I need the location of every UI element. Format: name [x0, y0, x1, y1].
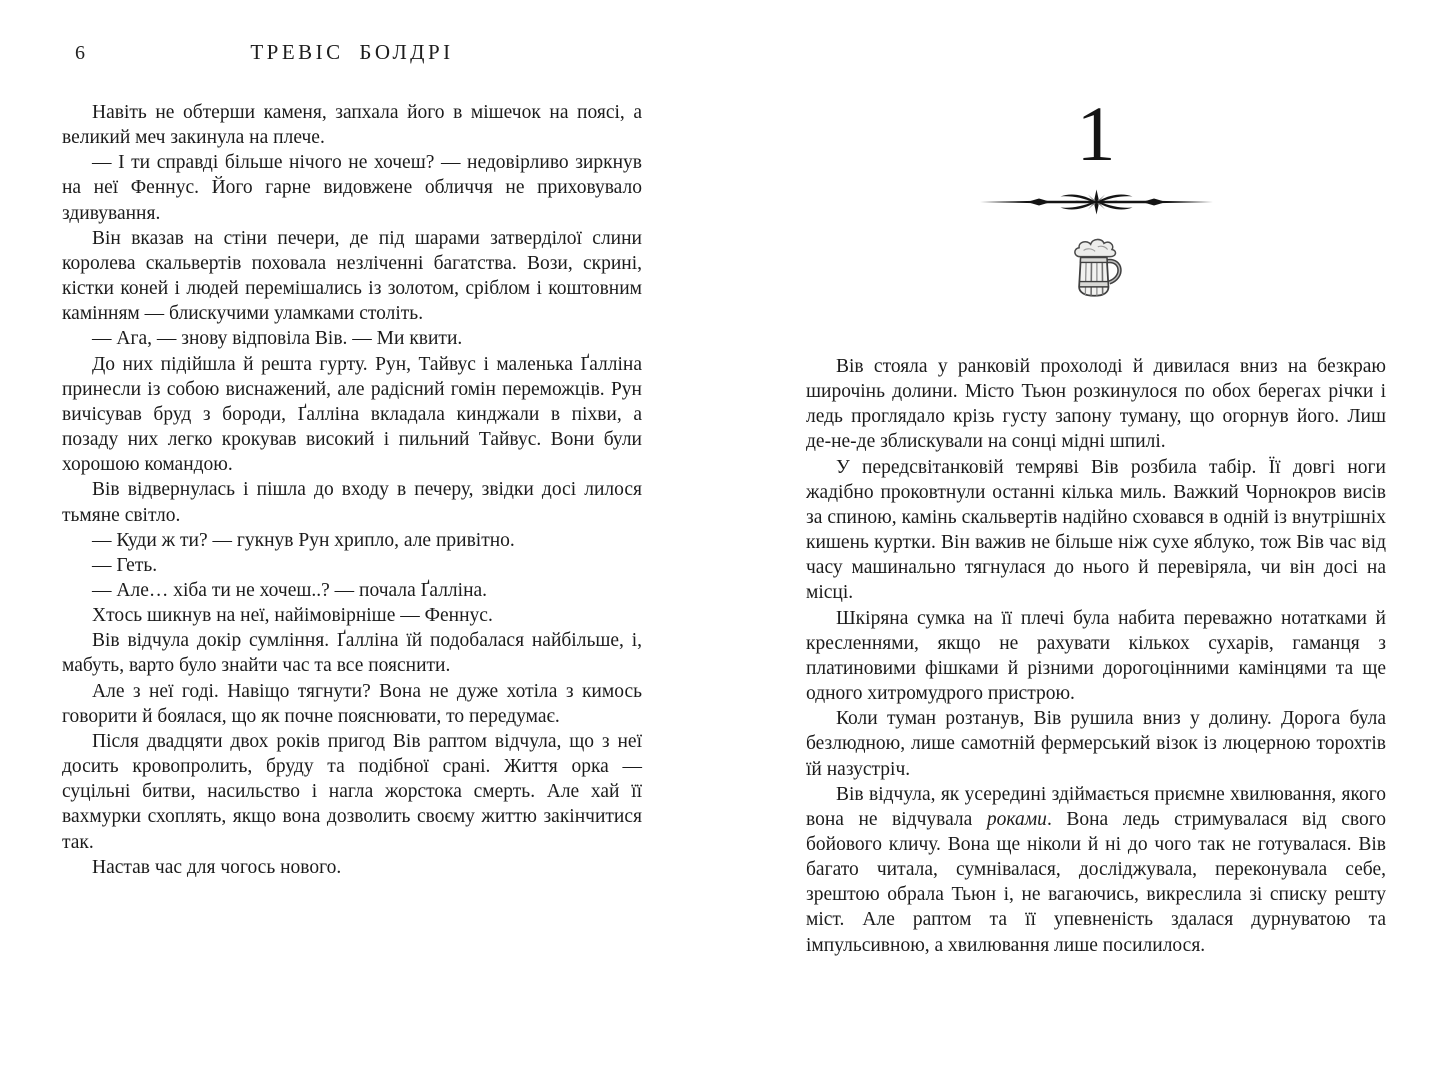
paragraph: Але з неї годі. Навіщо тягнути? Вона не дуже хотіла з кимось говорити й боялася, що як почне пояснювати, то передумає. — [62, 680, 642, 727]
paragraph: — Куди ж ти? — гукнув Рун хрипло, але привітно. — [92, 529, 515, 551]
paragraph: Після двадцяти двох років пригод Вів раптом відчула, що з неї досить кровопролить, бруду та подібної срані. Життя орка — суцільні битви, насильство і нагла жорстока смерть. Але хай її вахмурки схоплять, якщо вона дозволить своєму життю закінчитися так. — [62, 730, 642, 853]
divider-flourish-icon — [979, 186, 1214, 218]
chapter-divider — [806, 186, 1386, 223]
page-number: 6 — [75, 42, 85, 64]
paragraph: Настав час для чогось нового. — [92, 856, 342, 878]
chapter-icon — [806, 238, 1386, 307]
paragraph: Вів відвернулась і пішла до входу в печеру, звідки досі лилося тьмяне світло. — [62, 479, 642, 526]
paragraph: Він вказав на стіни печери, де під шарами затверділої слини королева скальвертів поховала незліченні багатства. Вози, скрині, кістки коней і людей перемішались із золотом, сріблом і коштовним камінням — блискучими уламками століть. — [62, 227, 642, 325]
right-page-text-column — [806, 354, 1386, 958]
chapter-number: 1 — [1076, 90, 1116, 177]
paragraph: У передсвітанковій темряві Вів розбила табір. Її довгі ноги жадібно проковтнули останні кілька миль. Важкий Чорнокров висів за спиною, камінь скальвертів надійно сховався в одній із внутрішніх кишень куртки. Він важив не більше ніж сухе яблуко, тож Вів час від часу машинально тягнулася до нього й перевіряла, чи він досі на місці. — [806, 456, 1386, 604]
paragraph: — Геть. — [92, 554, 158, 576]
paragraph: — Ага, — знову відповіла Вів. — Ми квити. — [92, 328, 463, 350]
paragraph: — Але… хіба ти не хочеш..? — почала Ґалліна. — [92, 579, 488, 601]
left-page-text-column — [62, 100, 642, 880]
running-header-author: ТРЕВІС БОЛДРІ — [250, 40, 454, 64]
paragraph: Вів відчула, як усередині здіймається приємне хвилювання, якого вона не відчувала роками. Вона ледь стримувалася від свого бойового кличу. Вона ще ніколи й ні до чого так не готувалася. Вів багато читала, сумнівалася, досліджувала, переконувала себе, зрештою обрала Тьюн і, не вагаючись, викреслила зі списку решту міст. Але раптом та її упевненість здалася дурнуватою та імпульсивною, а хвилювання лише посилилося. — [806, 783, 1386, 956]
paragraph: Вів стояла у ранковій прохолоді й дивилася вниз на безкраю широчінь долини. Місто Тьюн розкинулося по обох берегах річки і ледь проглядало крізь густу запону туману, що огорнув його. Лиш де-не-де зблискували на сонці мідні шпилі. — [806, 356, 1386, 453]
paragraph: Хтось шикнув на неї, найімовірніше — Феннус. — [92, 605, 493, 627]
beer-tankard-icon — [1067, 238, 1125, 302]
paragraph: Коли туман розтанув, Вів рушила вниз у долину. Дорога була безлюдною, лише самотній фермерський візок із люцерною торохтів їй назустріч. — [806, 708, 1386, 780]
paragraph: Шкіряна сумка на її плечі була набита переважно нотатками й кресленнями, якщо не рахувати кількох сухарів, гаманця з платиновими фішками й різними дорогоцінними камінцями та ще одного хитромудрого пристрою. — [806, 607, 1386, 705]
paragraph: Навіть не обтерши каменя, запхала його в мішечок на поясі, а великий меч закинула на плече. — [62, 102, 642, 149]
paragraph: До них підійшла й решта гурту. Рун, Тайвус і маленька Ґалліна принесли із собою виснажений, але радісний гомін переможців. Рун вичісував бруд з бороди, Ґалліна вкладала кинджали в піхви, а позаду них легко крокував високий і пильний Тайвус. Вони були хорошою командою. — [62, 353, 642, 476]
paragraph: Вів відчула докір сумління. Ґалліна їй подобалася найбільше, і, мабуть, варто було знайти час та все пояснити. — [62, 630, 642, 677]
paragraph: — І ти справді більше нічого не хочеш? — недовірливо зиркнув на неї Феннус. Його гарне видовжене обличчя не приховувало здивування. — [62, 152, 642, 224]
